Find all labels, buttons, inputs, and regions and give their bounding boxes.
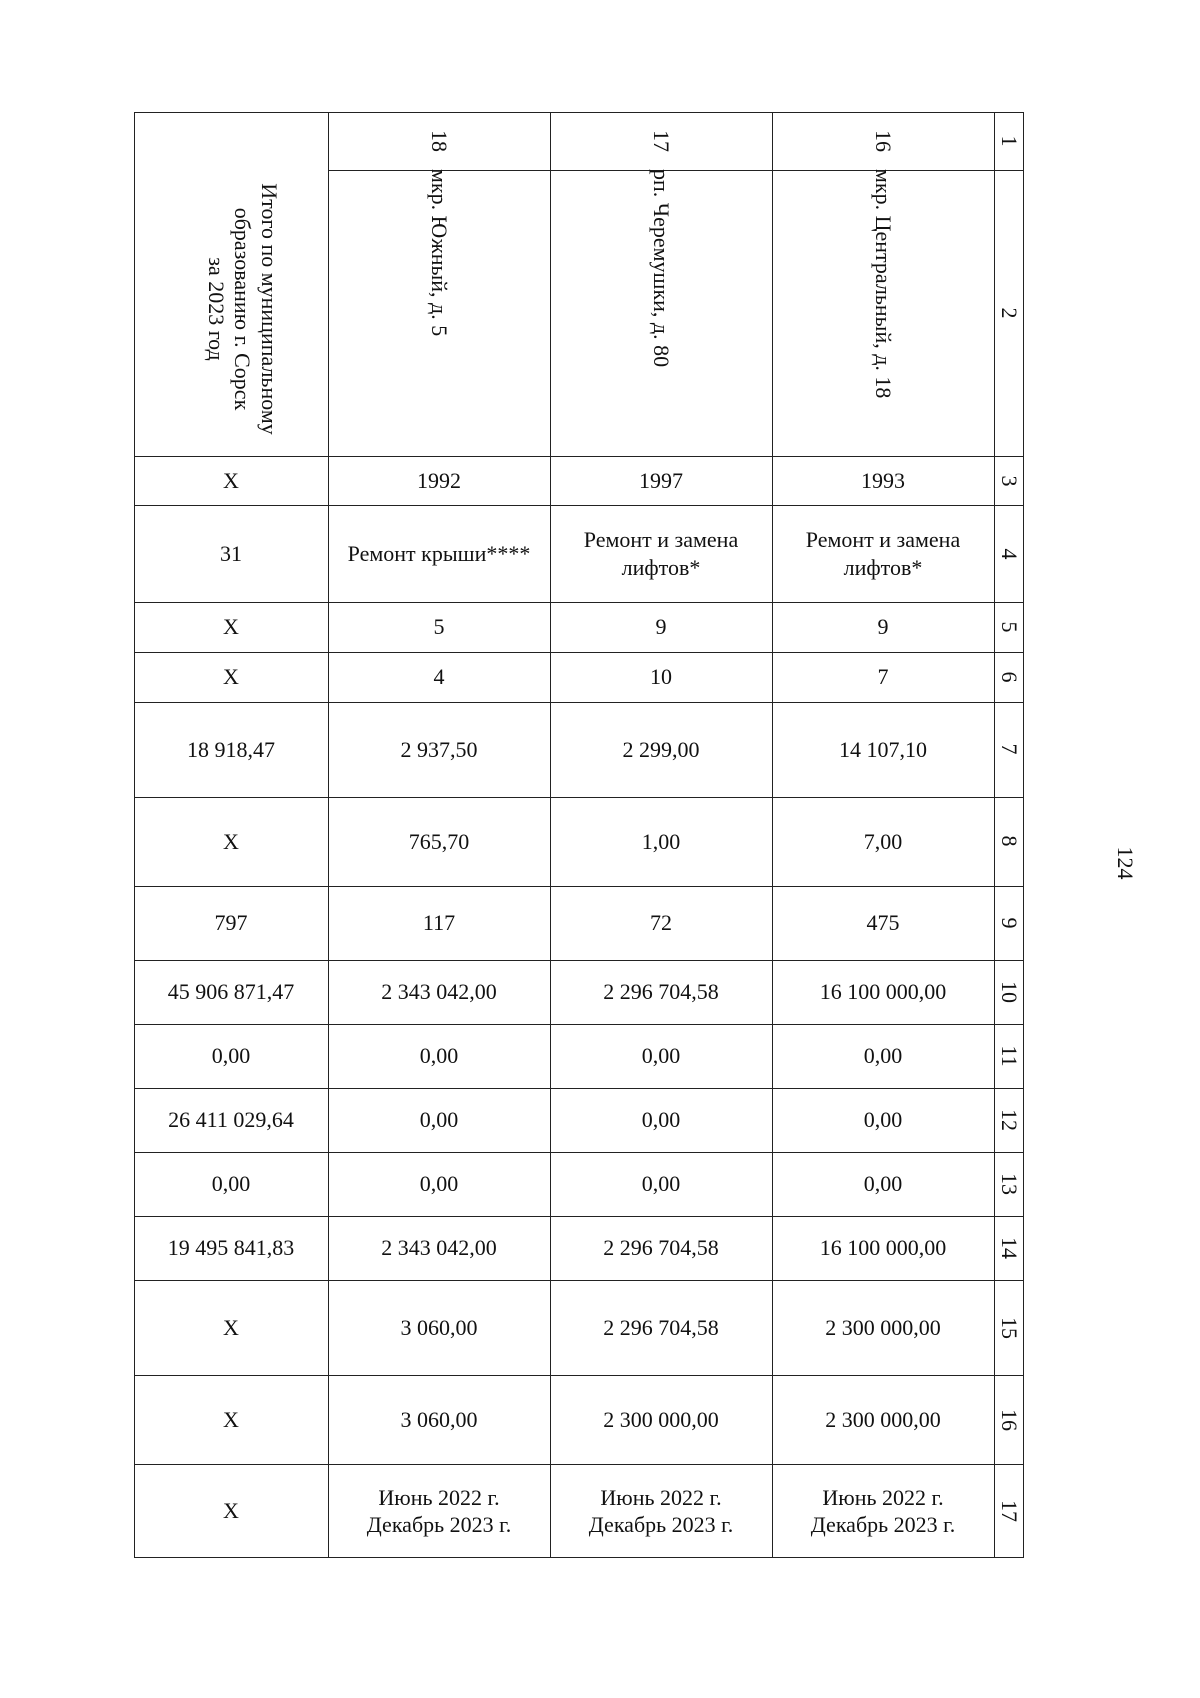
total-cell: X: [223, 664, 239, 690]
table-cell: 3 060,00: [400, 1406, 478, 1432]
table-cell: Июнь 2022 г. Декабрь 2023 г.: [366, 1484, 512, 1537]
total-cell: X: [223, 1314, 239, 1340]
table-cell: 2 300 000,00: [603, 1406, 719, 1432]
table-cell: 2 296 704,58: [603, 979, 719, 1005]
table-cell: 72: [650, 910, 672, 936]
row-number: 16: [871, 130, 897, 152]
table-cell: 475: [866, 910, 900, 936]
column-number: 10: [997, 981, 1023, 1003]
total-cell: 19 495 841,83: [167, 1235, 295, 1261]
table-cell: 14 107,10: [839, 736, 927, 762]
address-cell: рп. Черемушки, д. 80: [649, 169, 675, 368]
table-cell: 0,00: [419, 1171, 459, 1197]
table-cell: 10: [650, 664, 672, 690]
table-cell: 765,70: [408, 828, 470, 854]
address-cell: мкр. Южный, д. 5: [427, 169, 453, 337]
table-cell: 16 100 000,00: [819, 1235, 947, 1261]
column-number: 14: [997, 1237, 1023, 1259]
column-number: 6: [997, 671, 1023, 683]
column-number: 4: [997, 548, 1023, 560]
total-cell: X: [223, 1406, 239, 1432]
column-number: 1: [997, 135, 1023, 147]
row-number: 17: [649, 130, 675, 152]
table-cell: 2 296 704,58: [603, 1314, 719, 1340]
table-cell: 2 300 000,00: [825, 1314, 941, 1340]
table-cell: 3 060,00: [400, 1314, 478, 1340]
page-number: 124: [1113, 846, 1138, 880]
total-cell: 0,00: [211, 1171, 251, 1197]
table-cell: 2 343 042,00: [381, 1235, 497, 1261]
table-cell: 4: [433, 664, 445, 690]
table-cell: 0,00: [641, 1107, 681, 1133]
total-cell: 18 918,47: [187, 736, 275, 762]
column-number: 16: [997, 1409, 1023, 1431]
table-cell: 2 300 000,00: [825, 1406, 941, 1432]
table-cell: Июнь 2022 г. Декабрь 2023 г.: [810, 1484, 956, 1537]
column-number: 5: [997, 621, 1023, 633]
row-number: 18: [427, 130, 453, 152]
total-cell: X: [223, 828, 239, 854]
table-cell: 16 100 000,00: [819, 979, 947, 1005]
total-cell: X: [223, 467, 239, 493]
table-cell: Ремонт и замена лифтов*: [583, 527, 739, 580]
total-cell: 0,00: [211, 1043, 251, 1069]
total-cell: X: [223, 1498, 239, 1524]
table-cell: 7,00: [863, 828, 903, 854]
column-number: 8: [997, 835, 1023, 847]
table-cell: 0,00: [641, 1171, 681, 1197]
table-cell: 0,00: [863, 1107, 903, 1133]
table-cell: 1,00: [641, 828, 681, 854]
column-number: 15: [997, 1317, 1023, 1339]
table-cell: 1993: [861, 467, 905, 493]
address-cell: мкр. Центральный, д. 18: [871, 169, 897, 399]
table-cell: Июнь 2022 г. Декабрь 2023 г.: [588, 1484, 734, 1537]
table-cell: 117: [422, 910, 456, 936]
table-cell: 2 937,50: [400, 736, 478, 762]
total-cell: 797: [214, 910, 248, 936]
column-number: 12: [997, 1109, 1023, 1131]
column-number: 13: [997, 1173, 1023, 1195]
total-cell: 45 906 871,47: [167, 979, 295, 1005]
table-cell: 0,00: [863, 1171, 903, 1197]
table-cell: 0,00: [641, 1043, 681, 1069]
table-cell: 0,00: [419, 1043, 459, 1069]
column-number: 11: [997, 1045, 1023, 1067]
total-cell: 31: [220, 540, 242, 566]
total-cell: 26 411 029,64: [168, 1107, 294, 1133]
table-cell: 9: [877, 614, 889, 640]
table-cell: Ремонт и замена лифтов*: [805, 527, 961, 580]
total-label: Итого по муниципальному образованию г. Сорск за 2023 год: [203, 183, 282, 435]
table-cell: Ремонт крыши****: [347, 540, 531, 566]
total-cell: X: [223, 614, 239, 640]
table-cell: 7: [877, 664, 889, 690]
table-cell: 9: [655, 614, 667, 640]
column-number: 9: [997, 917, 1023, 929]
column-number: 3: [997, 475, 1023, 487]
column-number: 7: [997, 743, 1023, 755]
column-number: 17: [997, 1500, 1023, 1522]
table-cell: 2 299,00: [622, 736, 700, 762]
table-cell: 0,00: [863, 1043, 903, 1069]
column-number: 2: [997, 307, 1023, 319]
table-cell: 2 296 704,58: [603, 1235, 719, 1261]
table-cell: 1997: [639, 467, 683, 493]
table-cell: 5: [433, 614, 445, 640]
table-cell: 1992: [417, 467, 461, 493]
table-cell: 2 343 042,00: [381, 979, 497, 1005]
table-cell: 0,00: [419, 1107, 459, 1133]
